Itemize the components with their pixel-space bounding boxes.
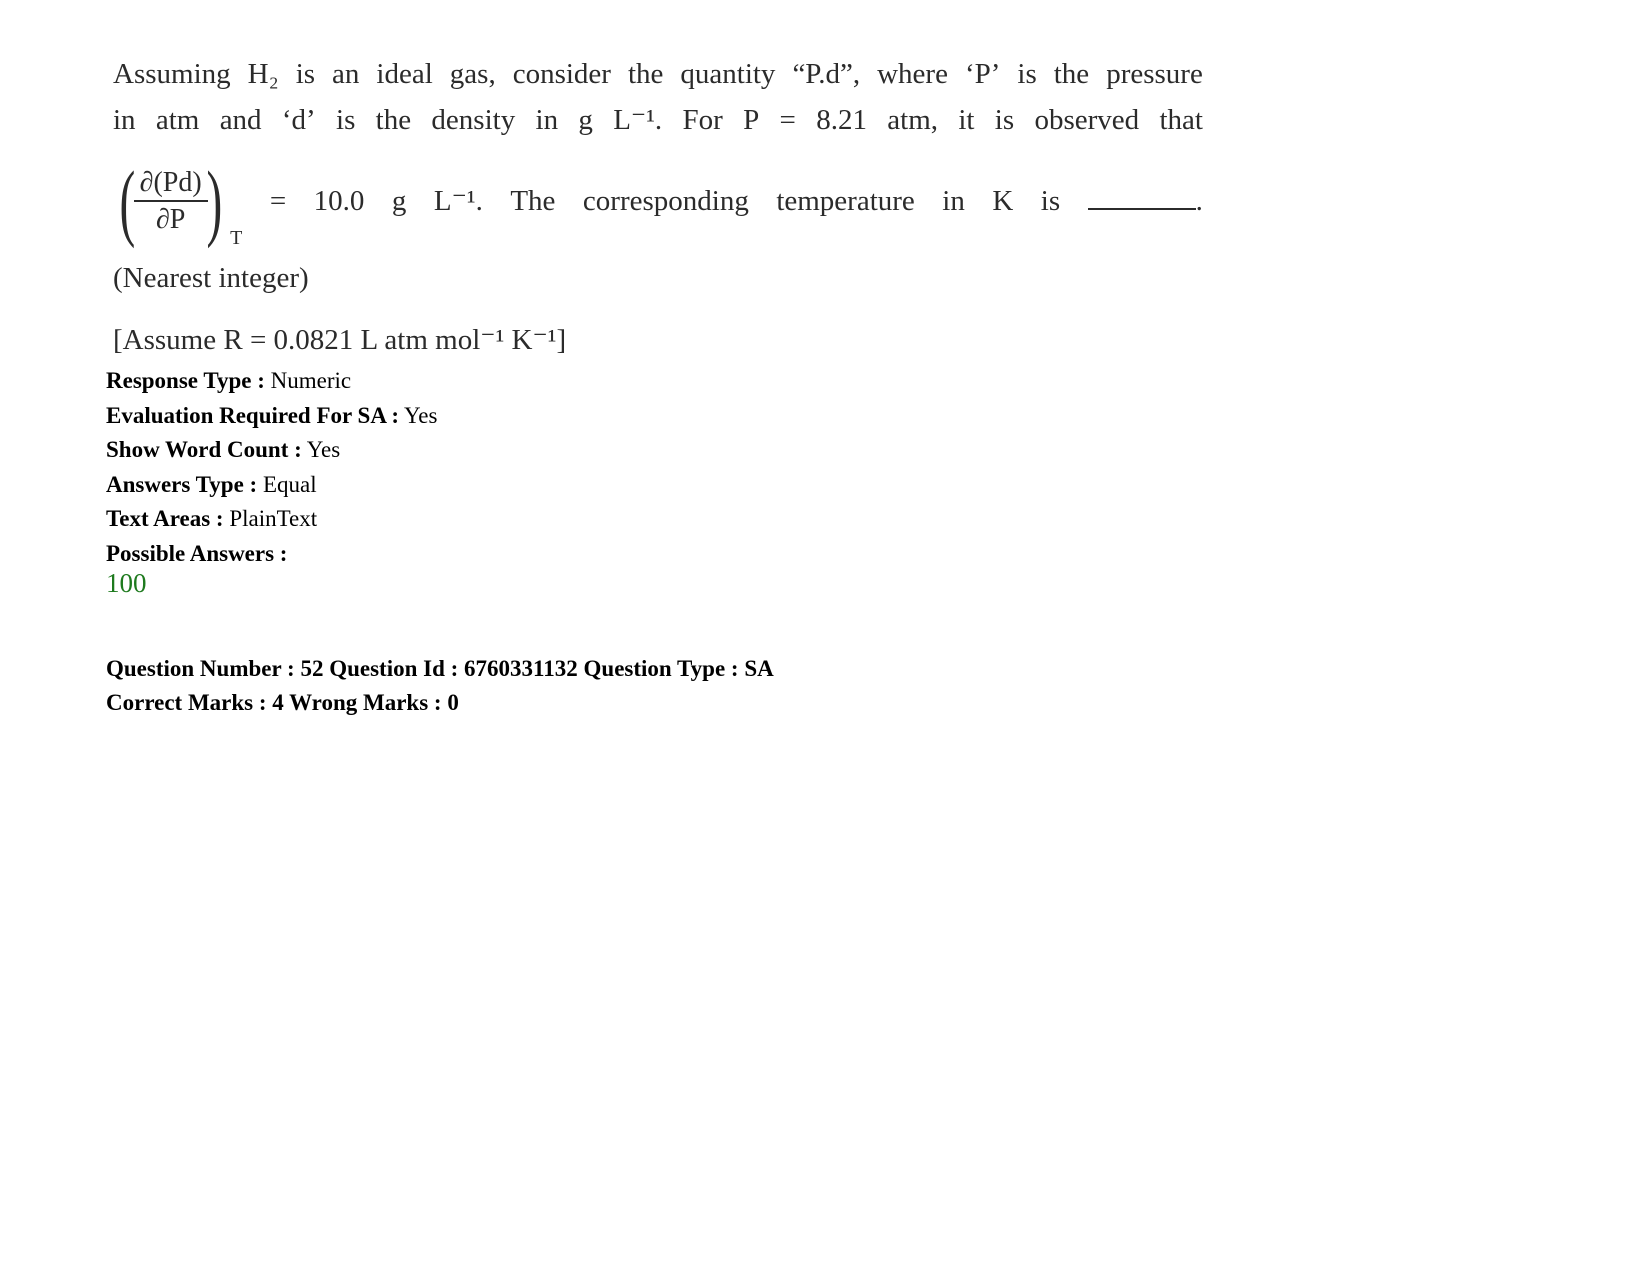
question-line-2 xyxy=(113,106,1203,152)
question-word: is xyxy=(1017,58,1037,90)
question-word: g xyxy=(578,104,593,136)
question-word: For xyxy=(682,104,723,136)
question-word: is xyxy=(336,104,356,136)
possible-answers-row xyxy=(106,537,437,572)
marks-line: Correct Marks : 4 Wrong Marks : 0 xyxy=(106,690,459,715)
answers-type-row xyxy=(106,468,437,503)
question-word: atm xyxy=(155,104,200,136)
question-word: temperature xyxy=(776,184,915,217)
question-word: where xyxy=(877,58,948,90)
question-word: = xyxy=(269,184,287,217)
question-word: in xyxy=(113,104,136,136)
derivative-subscript: T xyxy=(230,227,243,249)
word-count-value: Yes xyxy=(306,437,341,462)
answers-type-label: Answers Type : xyxy=(106,471,258,497)
question-word: K xyxy=(992,184,1014,217)
question-word: that xyxy=(1159,104,1203,136)
response-type-row xyxy=(106,364,437,399)
question-word: observed xyxy=(1034,104,1140,136)
nearest-integer-note: (Nearest integer) xyxy=(113,262,309,294)
question-word: L⁻¹. xyxy=(613,104,663,136)
derivative-denominator: ∂P xyxy=(155,203,186,235)
response-type-label: Response Type : xyxy=(106,368,265,393)
question-word: it xyxy=(958,104,975,136)
evaluation-label: Evaluation Required For SA : xyxy=(106,402,400,428)
question-word: ideal xyxy=(376,58,433,90)
question-word: “P.d”, xyxy=(792,58,861,90)
response-type-value: Numeric xyxy=(270,368,352,393)
question-word: Assuming xyxy=(113,58,231,90)
text-areas-value: PlainText xyxy=(229,506,318,531)
possible-answers-label: Possible Answers : xyxy=(106,540,288,566)
assume-r-note: [Assume R = 0.0821 L atm mol⁻¹ K⁻¹] xyxy=(113,324,567,356)
question-word: the xyxy=(375,104,412,136)
question-word: = xyxy=(779,104,796,136)
question-word: 10.0 xyxy=(313,184,365,217)
question-word: L⁻¹. xyxy=(433,184,483,217)
question-word: H₂ xyxy=(247,58,279,90)
question-word: corresponding xyxy=(582,184,749,217)
question-word: pressure xyxy=(1106,58,1203,90)
question-meta xyxy=(106,364,437,571)
question-word: an xyxy=(332,58,360,90)
question-word: the xyxy=(1053,58,1090,90)
question-word: density xyxy=(431,104,516,136)
partial-derivative xyxy=(113,153,243,249)
question-word: is xyxy=(295,58,316,90)
answer-blank xyxy=(1088,186,1203,216)
question-image xyxy=(113,60,1203,355)
question-word: the xyxy=(627,58,664,90)
text-areas-row xyxy=(106,502,437,537)
question-word: g xyxy=(391,184,407,217)
answers-type-value: Equal xyxy=(262,471,317,497)
question-word: and xyxy=(219,104,262,136)
question-word: atm, xyxy=(887,104,939,136)
blank-period: . xyxy=(1195,185,1203,217)
blank-line xyxy=(1088,186,1196,210)
fraction xyxy=(134,166,208,235)
question-line-1 xyxy=(113,60,1203,106)
text-areas-label: Text Areas : xyxy=(106,506,224,531)
possible-answer-value: 100 xyxy=(106,568,147,598)
evaluation-value: Yes xyxy=(404,402,438,428)
question-line-3 xyxy=(113,153,1203,249)
left-paren: ( xyxy=(119,153,136,249)
evaluation-row xyxy=(106,399,437,434)
question-word: ‘d’ xyxy=(281,104,316,136)
question-word: The xyxy=(510,184,556,217)
question-word: 8.21 xyxy=(816,104,867,136)
question-word: is xyxy=(1040,184,1061,217)
question-word: ‘P’ xyxy=(964,58,1001,90)
question-word: quantity xyxy=(680,58,776,90)
question-word: in xyxy=(535,104,559,136)
right-paren: ) xyxy=(206,153,222,249)
word-count-label: Show Word Count : xyxy=(106,437,302,462)
question-number-line: Question Number : 52 Question Id : 6760331132 Question Type : SA xyxy=(106,656,774,681)
question-word: P xyxy=(743,104,760,136)
derivative-numerator: ∂(Pd) xyxy=(134,169,208,202)
word-count-row xyxy=(106,433,437,468)
question-word: is xyxy=(994,104,1015,136)
next-question-header xyxy=(106,652,774,720)
question-word: consider xyxy=(512,58,611,90)
question-word: gas, xyxy=(449,58,496,90)
question-word: in xyxy=(942,184,965,217)
